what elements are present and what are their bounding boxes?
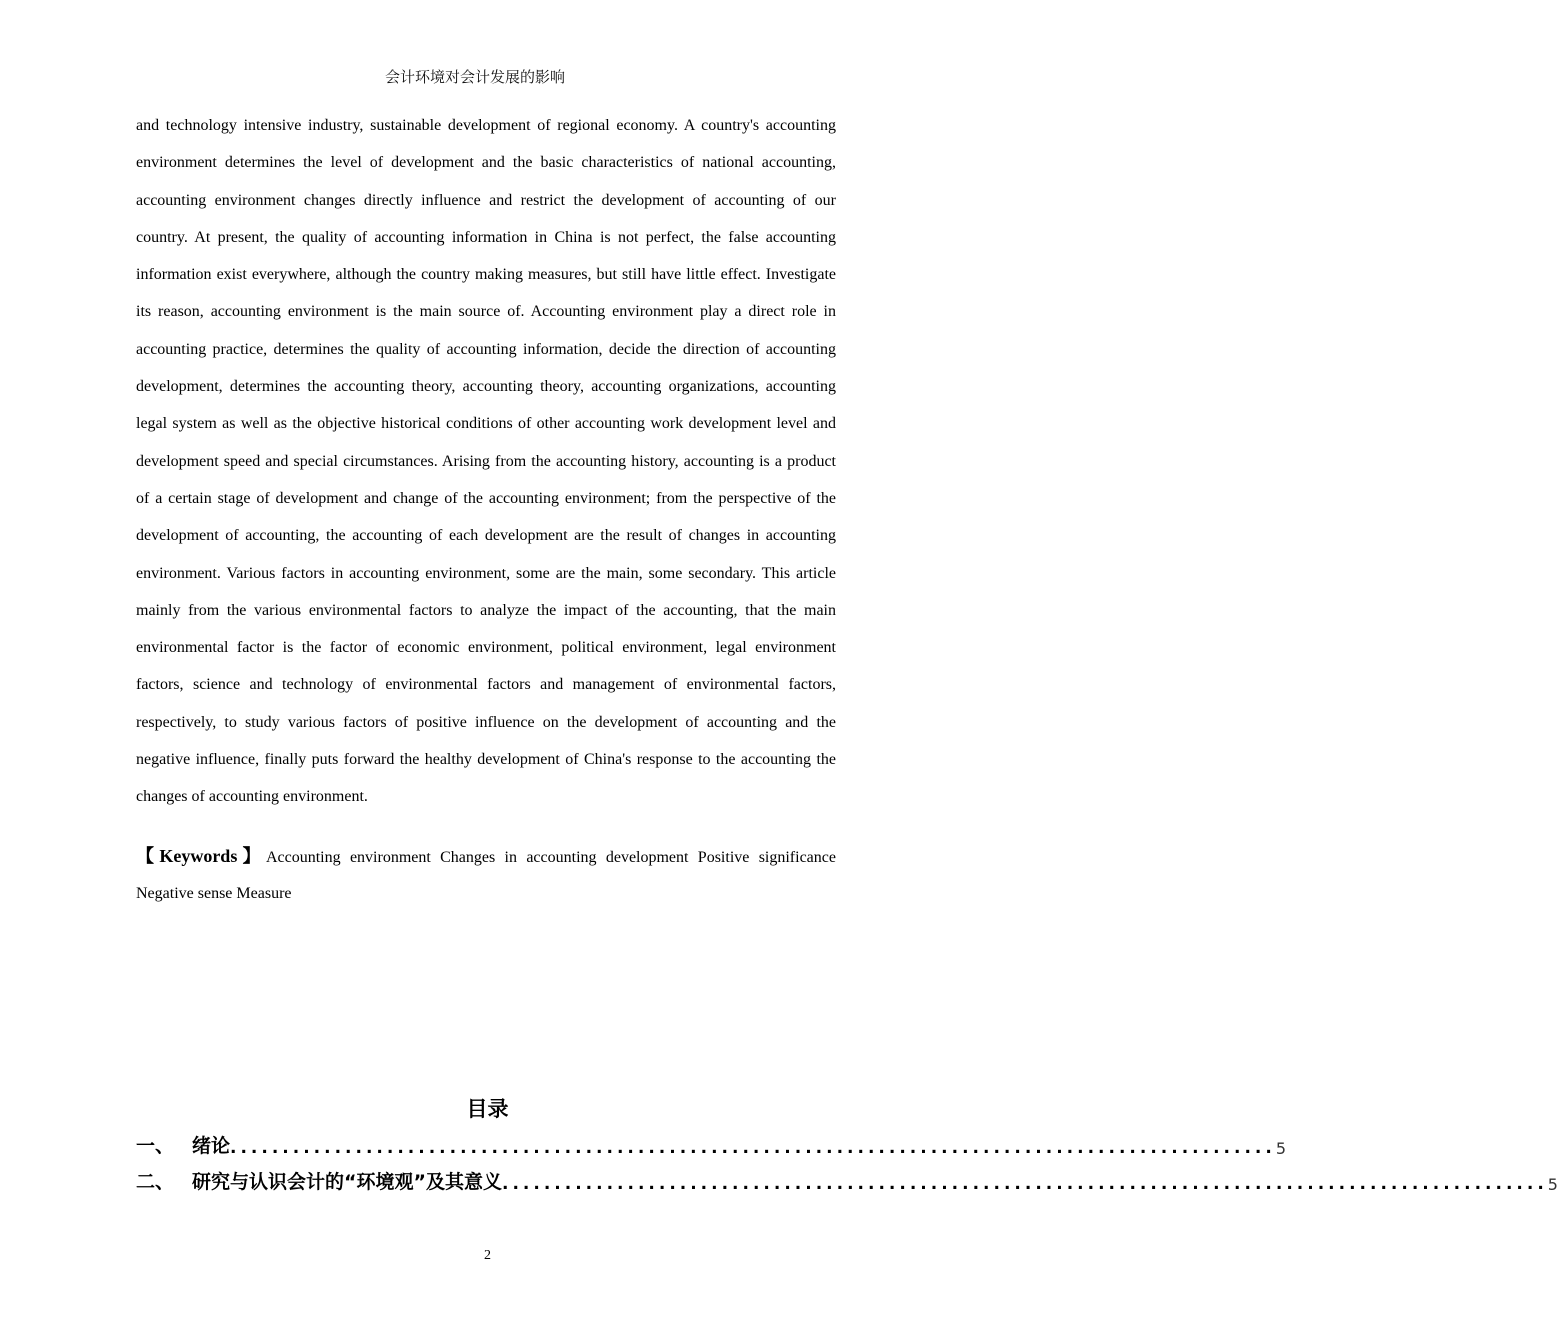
keywords-label: 【Keywords】 bbox=[136, 846, 266, 866]
running-header: 会计环境对会计发展的影响 bbox=[384, 68, 565, 86]
toc-entry-number: 二、 bbox=[136, 1171, 175, 1193]
toc-entry-title: 研究与认识会计的“环境观”及其意义 bbox=[192, 1171, 502, 1193]
abstract-body: and technology intensive industry, sustainable development of regional economy. A country's accounting environment determines the level of development and the basic characteristics of national accounting, accounting environment changes directly influence and restrict the development of accounting of our country. At present, the quality of accounting information in China is not perfect, the false accounting information exist everywhere, although the country making measures, but still have little effect. Investigate its reason, accounting environment is the main source of. Accounting environment play a direct role in accounting practice, determines the quality of accounting information, decide the direction of accounting development, determines the accounting theory, accounting theory, accounting organizations, accounting legal system as well as the objective historical conditions of other accounting work development level and development speed and special circumstances. Arising from the accounting history, accounting is a product of a certain stage of development and change of the accounting environment; from the perspective of the development of accounting, the accounting of each development are the result of changes in accounting environment. Various factors in accounting environment, some are the main, some secondary. This article mainly from the various environmental factors to analyze the impact of the accounting, that the main environmental factor is the factor of economic environment, political environment, legal environment factors, science and technology of environmental factors and management of environmental factors, respectively, to study various factors of positive influence on the development of accounting and the negative influence, finally puts forward the healthy development of China's response to the accounting the changes of accounting environment. bbox=[136, 117, 836, 806]
page-number: 2 bbox=[484, 1248, 491, 1263]
toc-title: 目录 bbox=[466, 1097, 509, 1121]
toc-entry-page: 5 bbox=[1547, 1175, 1558, 1194]
toc-leader-dots: .................................................................................................... bbox=[501, 1174, 1548, 1194]
keywords-paragraph bbox=[136, 838, 836, 912]
toc-entry-title: 绪论 bbox=[192, 1135, 231, 1157]
toc-leader-dots: .................................................................................................... bbox=[230, 1138, 1276, 1158]
toc-entry-page: 5 bbox=[1275, 1139, 1287, 1158]
keywords-text: Accounting environment Changes in accounting development Positive significance Negative sense Measure bbox=[136, 849, 836, 902]
toc-entry[interactable] bbox=[136, 1130, 1287, 1158]
toc-entry[interactable] bbox=[136, 1166, 1558, 1194]
toc-entry-number: 一、 bbox=[136, 1135, 175, 1157]
